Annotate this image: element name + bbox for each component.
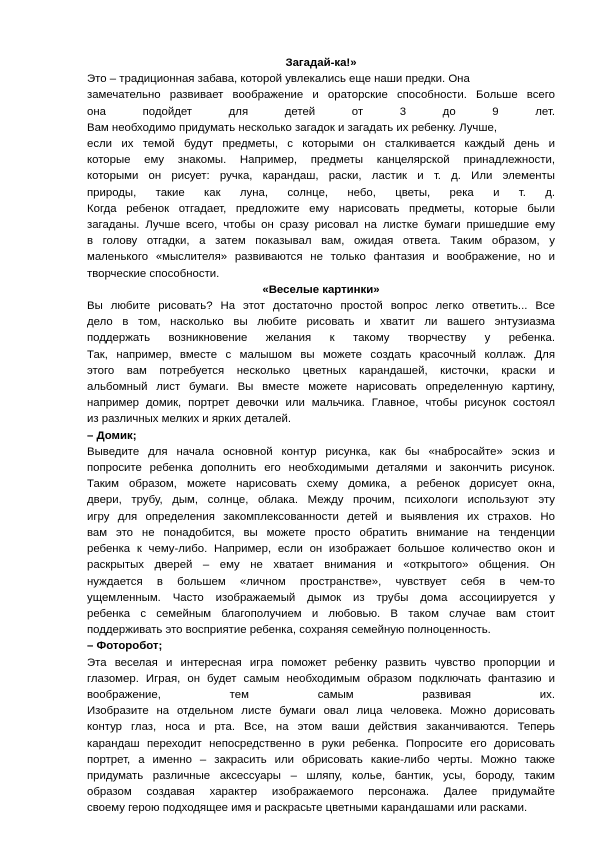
text-line: она подойдет для детей от 3 до 9 лет. bbox=[87, 105, 555, 118]
text-line: Когда ребенок отгадает, предложите ему нарисовать предметы, которые были bbox=[87, 202, 555, 215]
text-line: если их темой будут предметы, с которыми он сталкивается каждый день и bbox=[87, 138, 555, 151]
text-line: воображение, тем самым развивая их. bbox=[87, 688, 555, 701]
text-line: поддержать возникновение желания к такому творчеству у ребенка. bbox=[87, 332, 555, 345]
text-line: замечательно развивает воображение и ораторские способности. Больше всего bbox=[87, 89, 555, 102]
text-line: Вам необходимо придумать несколько загадок и загадать их ребенку. Лучше, bbox=[87, 121, 497, 134]
subheading-fotorobot: – Фоторобот; bbox=[87, 640, 163, 653]
text-line: в голову отгадки, а затем показывал вам, ожидая ответа. Таким образом, у bbox=[87, 235, 555, 248]
text-line: ущемленным. Часто изображаемый дымок из трубы дома ассоциируется у bbox=[87, 591, 555, 604]
text-line: придумать различные аксессуары – шляпу, колье, бантик, усы, бороду, таким bbox=[87, 769, 555, 782]
text-line: вам это не понадобится, вы можете просто обратить внимание на тенденции bbox=[87, 526, 555, 539]
text-line: дело в том, насколько вы любите рисовать и хватит ли вашего энтузиазма bbox=[87, 316, 555, 329]
text-line: загаданы. Лучше всего, чтобы он сразу рисовал на листке бумаги пришедшие ему bbox=[87, 219, 555, 232]
text-line: Так, например, вместе с малышом вы можете создать красочный коллаж. Для bbox=[87, 348, 555, 361]
section-fotorobot-paragraph bbox=[87, 655, 555, 817]
text-line: Эта веселая и интересная игра поможет ребенку развить чувство пропорции и bbox=[87, 656, 555, 669]
subheading-domik: – Домик; bbox=[87, 429, 137, 442]
text-line: контур глаз, носа и рта. Все, на этом ваши действия заканчиваются. Теперь bbox=[87, 721, 555, 734]
text-line: Таким образом, можете нарисовать схему домика, а ребенок дорисует окна, bbox=[87, 478, 555, 491]
text-line: этого вам потребуется несколько цветных карандашей, кисточки, краски и bbox=[87, 364, 555, 377]
text-line: карандаш переходит непосредственно в руки ребенка. Попросите его дорисовать bbox=[87, 737, 555, 750]
text-line: нуждается в большем «личном пространстве», чувствует себя в чем-то bbox=[87, 575, 555, 588]
text-line: глазомер. Играя, он будет самым необходимым образом подключать фантазию и bbox=[87, 672, 555, 685]
text-line: альбомный лист бумаги. Вы вместе можете нарисовать определенную картину, bbox=[87, 381, 555, 394]
text-line: маленького «мыслителя» развиваются не только фантазия и воображение, но и bbox=[87, 251, 555, 264]
document-title: Загадай-ка!» bbox=[285, 57, 357, 69]
intro-paragraph bbox=[87, 71, 555, 282]
text-line: образом создавая характер изображаемого персонажа. Далее придумайте bbox=[87, 786, 555, 799]
text-line: ребенка к чему-либо. Например, если он изображает большое количество окон и bbox=[87, 543, 555, 556]
text-line: Выведите для начала основной контур рисунка, как бы «набросайте» эскиз и bbox=[87, 445, 555, 458]
text-line: своему герою подходящее имя и раскрасьте цветными карандашами или расками. bbox=[87, 802, 528, 815]
text-line: поддерживать это восприятие ребенка, сохраняя семейную полноценность. bbox=[87, 624, 491, 637]
text-line: Изобразите на отдельном листе бумаги овал лица человека. Можно дорисовать bbox=[87, 705, 555, 718]
text-line: игру для определения закомплексованности детей и выявления их страхов. Но bbox=[87, 510, 555, 523]
text-line: которые ему знакомы. Например, предметы канцелярской принадлежности, bbox=[87, 154, 555, 167]
text-line: творческие способности. bbox=[87, 267, 220, 280]
text-line: из различных мелких и ярких деталей. bbox=[87, 413, 292, 426]
text-line: Это – традиционная забава, которой увлекались еще наши предки. Она bbox=[87, 73, 470, 86]
text-line: ребенка с семейным благополучием и любовью. В таком случае вам стоит bbox=[87, 607, 555, 620]
document-page bbox=[87, 55, 555, 817]
section-domik-paragraph bbox=[87, 444, 555, 638]
text-line: двери, трубу, дым, солнце, облака. Между прочим, психологи используют эту bbox=[87, 494, 555, 507]
text-line: например домик, портрет девочки или мальчика. Главное, чтобы рисунок состоял bbox=[87, 397, 555, 410]
text-line: которыми он рисует: ручка, карандаш, раски, ластик и т. д. Или элементы bbox=[87, 170, 555, 183]
text-line: природы, такие как луна, солнце, небо, цветы, река и т. д. bbox=[87, 186, 555, 199]
section-vesyolye-kartinki-paragraph bbox=[87, 298, 555, 428]
text-line: попросите ребенка дополнить его необходимыми деталями и закончить рисунок. bbox=[87, 462, 555, 475]
section-title-vesyolye-kartinki: «Веселые картинки» bbox=[262, 283, 380, 296]
text-line: раскрытых дверей – ему не хватает внимания и «открытого» общения. Он bbox=[87, 559, 555, 572]
text-line: Вы любите рисовать? На этот достаточно простой вопрос легко ответить... Все bbox=[87, 300, 555, 313]
text-line: портрет, а именно – закрасить или обрисовать какие-либо черты. Можно также bbox=[87, 753, 555, 766]
